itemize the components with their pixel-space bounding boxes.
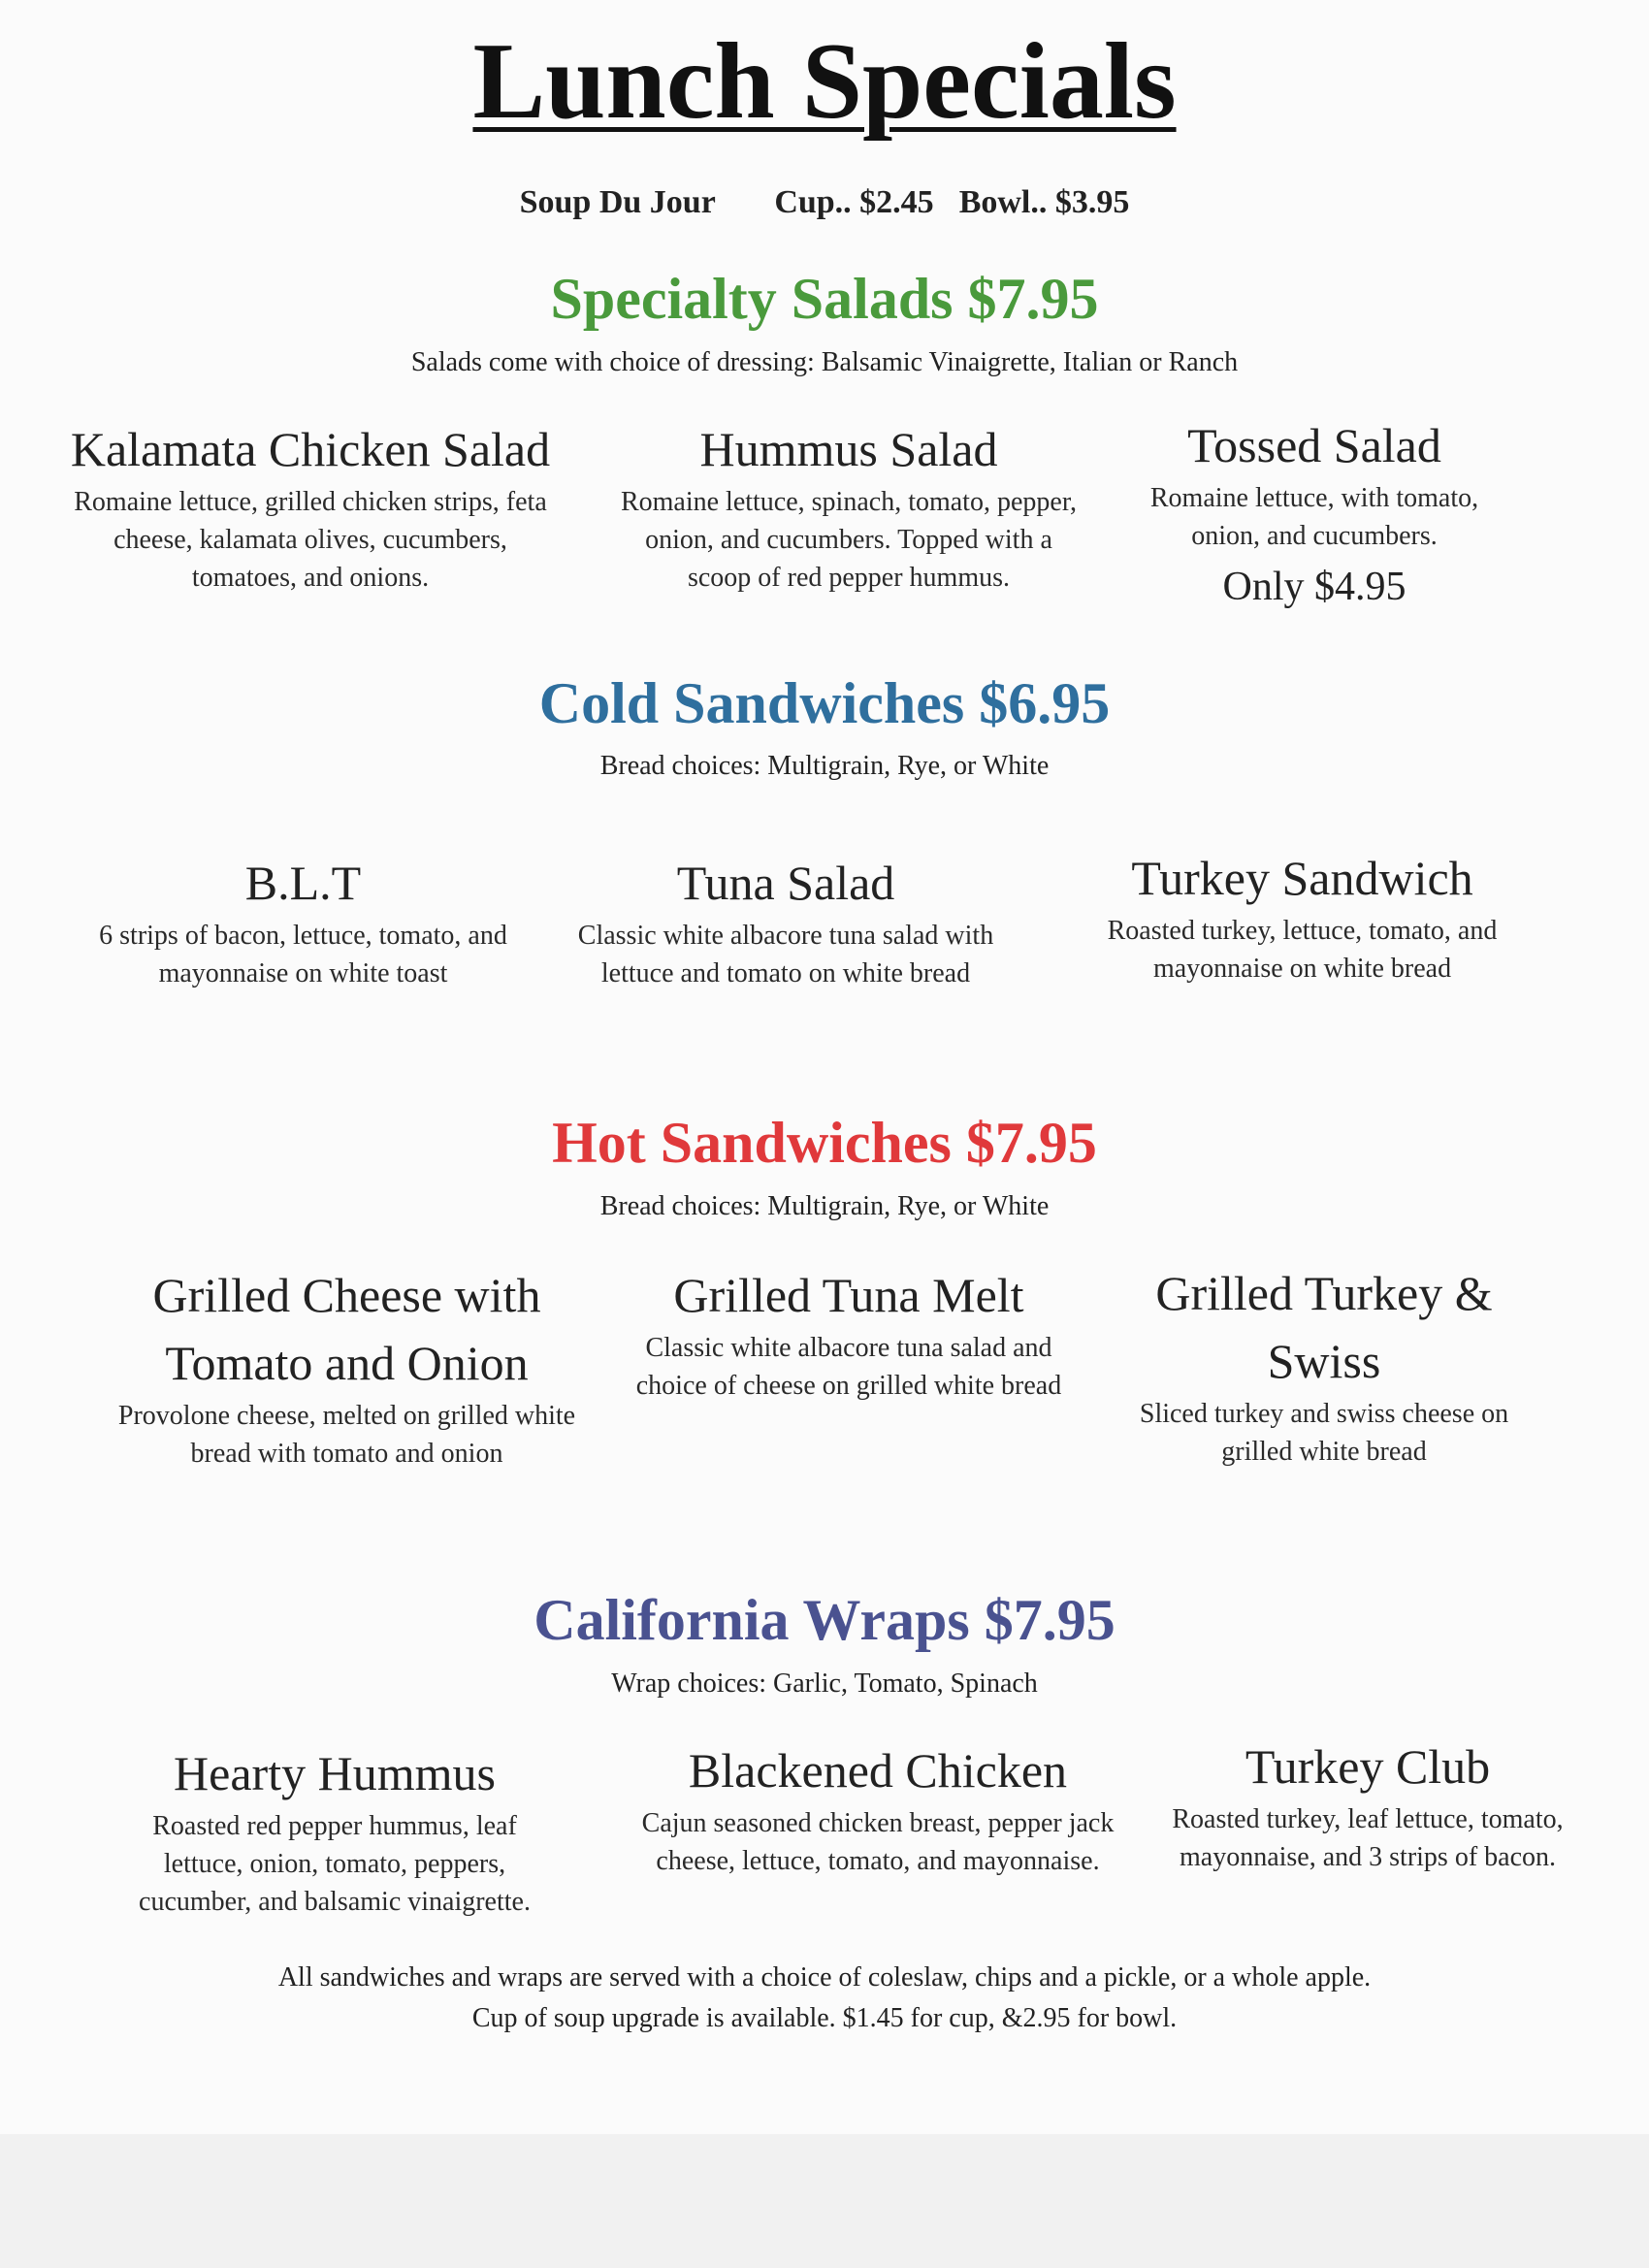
hot-sandwiches-note: Bread choices: Multigrain, Rye, or White [599, 1191, 1050, 1221]
item-desc: Romaine lettuce, with tomato, onion, and cucumbers. [1149, 483, 1479, 552]
item-name: Turkey Sandwich [1131, 851, 1473, 905]
menu-item [1062, 844, 1542, 988]
item-name: Tossed Salad [1187, 418, 1441, 472]
item-name: Grilled Turkey & Swiss [1155, 1266, 1493, 1388]
cold-sandwiches-title: Cold Sandwiches $6.95 [538, 671, 1111, 735]
soup-line [0, 184, 1649, 221]
item-desc: Sliced turkey and swiss cheese on grilled white bread [1139, 1399, 1509, 1468]
item-desc: Classic white albacore tuna salad and choice of cheese on grilled white bread [635, 1333, 1062, 1402]
item-name: Blackened Chicken [688, 1743, 1068, 1798]
footer-note [0, 1958, 1649, 2039]
item-desc: Provolone cheese, melted on grilled white bread with tomato and onion [117, 1401, 576, 1470]
item-name: Grilled Cheese with Tomato and Onion [152, 1268, 541, 1390]
salads-title: Specialty Salads $7.95 [550, 267, 1099, 331]
cold-sandwiches-note: Bread choices: Multigrain, Rye, or White [599, 751, 1050, 781]
scan-edge [0, 2134, 1649, 2268]
footer-line-soup-upgrade: Cup of soup upgrade is available. $1.45 for cup, &2.95 for bowl. [471, 2003, 1178, 2033]
menu-item [553, 849, 1018, 992]
item-desc: Roasted red pepper hummus, leaf lettuce, onion, tomato, peppers, cucumber, and balsamic vinaigrette. [139, 1811, 531, 1918]
item-desc: Roasted turkey, leaf lettuce, tomato, mayonnaise, and 3 strips of bacon. [1172, 1804, 1564, 1873]
menu-item [1130, 411, 1499, 616]
item-desc: Romaine lettuce, grilled chicken strips, feta cheese, kalamata olives, cucumbers, tomatoes, and onions. [74, 487, 547, 594]
footer-line-sides: All sandwiches and wraps are served with a choice of coleslaw, chips and a pickle, or a whole apple. [277, 1962, 1372, 1993]
menu-item [92, 1261, 601, 1473]
menu-item [621, 1261, 1077, 1405]
soup-cup-price: Cup.. $2.45 [774, 184, 934, 220]
menu-item [92, 849, 514, 992]
page-title: Lunch Specials [472, 21, 1177, 142]
item-desc: Romaine lettuce, spinach, tomato, pepper, onion, and cucumbers. Topped with a scoop of red pepper hummus. [620, 487, 1078, 594]
item-name: Grilled Tuna Melt [673, 1268, 1024, 1322]
item-name: Hummus Salad [699, 422, 998, 476]
item-name: Turkey Club [1245, 1739, 1491, 1794]
item-desc: 6 strips of bacon, lettuce, tomato, and mayonnaise on white toast [99, 921, 507, 989]
menu-item [611, 1736, 1145, 1880]
item-desc: Cajun seasoned chicken breast, pepper jack cheese, lettuce, tomato, and mayonnaise. [641, 1808, 1115, 1877]
item-name: B.L.T [244, 856, 362, 910]
menu-item [39, 415, 582, 598]
item-name: Hearty Hummus [174, 1746, 496, 1800]
salads-note: Salads come with choice of dressing: Balsamic Vinaigrette, Italian or Ranch [410, 347, 1239, 377]
soup-name: Soup Du Jour [519, 184, 716, 220]
item-name: Kalamata Chicken Salad [70, 422, 551, 476]
item-name: Tuna Salad [676, 856, 895, 910]
item-price: Only $4.95 [1222, 565, 1406, 610]
hot-sandwiches-title: Hot Sandwiches $7.95 [552, 1111, 1097, 1175]
item-desc: Classic white albacore tuna salad with lettuce and tomato on white bread [577, 921, 994, 989]
wraps-title: California Wraps $7.95 [534, 1588, 1116, 1652]
soup-bowl-price: Bowl.. $3.95 [958, 184, 1130, 220]
menu-item [107, 1739, 563, 1922]
menu-item [1164, 1733, 1571, 1876]
menu-item [606, 415, 1091, 598]
item-desc: Roasted turkey, lettuce, tomato, and mayonnaise on white bread [1107, 916, 1498, 985]
wraps-note: Wrap choices: Garlic, Tomato, Spinach [611, 1669, 1038, 1699]
menu-item [1106, 1259, 1542, 1471]
